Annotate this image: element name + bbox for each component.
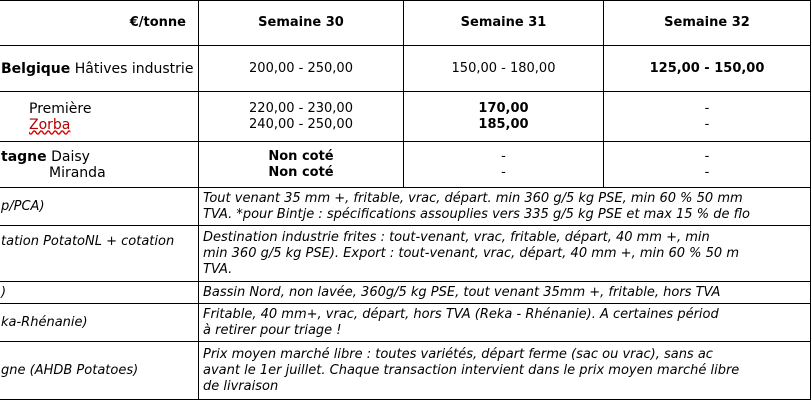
belgique-w31: 150,00 - 180,00 — [404, 46, 604, 92]
premiere-w30: 220,00 - 230,00 — [249, 100, 353, 116]
variety-zorba: Zorba — [29, 116, 71, 133]
note-line: Fritable, 40 mm+, vrac, départ, hors TVA (Reka - Rhénanie). A certaines périod — [203, 306, 719, 322]
week-30-header: Semaine 30 — [199, 1, 404, 46]
note-line: Prix moyen marché libre : toutes variétés, départ ferme (sac ou vrac), sans ac — [203, 346, 713, 362]
unit-header: €/tonne — [0, 1, 199, 46]
belgique-row — [0, 46, 811, 92]
premiere-zorba-w31 — [404, 92, 604, 142]
daisy-w30: Non coté — [268, 148, 334, 164]
bretagne-label-cell — [0, 142, 199, 188]
note-source-ahdb: gne (AHDB Potatoes) — [0, 342, 199, 400]
daisy-w31: - — [501, 148, 506, 164]
note-source-pca: p/PCA) — [0, 188, 199, 226]
note-source-potatonl: tation PotatoNL + cotation — [0, 226, 199, 282]
note-line: TVA. *pour Bintje : spécifications assouplies vers 335 g/5 kg PSE et max 15 % de flo — [203, 206, 750, 222]
variety-premiere: Première — [29, 100, 92, 117]
premiere-w32: - — [704, 100, 710, 116]
note-text-potatonl — [199, 226, 811, 282]
bretagne-w30 — [199, 142, 404, 188]
note-text-ahdb — [199, 342, 811, 400]
note-row-reka — [0, 304, 811, 342]
note-line: min 360 g/5 kg PSE). Export : tout-venant, vrac, départ, 40 mm +, min 60 % 50 m — [203, 245, 739, 261]
week-31-header: Semaine 31 — [404, 1, 604, 46]
note-line: TVA. — [203, 261, 233, 277]
premiere-w31: 170,00 — [478, 100, 529, 116]
note-text-pca — [199, 188, 811, 226]
bretagne-w32 — [604, 142, 811, 188]
note-source-bassin-nord: ) — [0, 282, 199, 304]
premiere-zorba-row — [0, 92, 811, 142]
note-line: avant le 1er juillet. Chaque transaction intervient dans le prix moyen marché libre — [203, 362, 740, 378]
note-row-ahdb — [0, 342, 811, 400]
bretagne-daisy-line — [1, 149, 194, 165]
note-row-pca — [0, 188, 811, 226]
week-32-header: Semaine 32 — [604, 1, 811, 46]
bretagne-row — [0, 142, 811, 188]
note-row-potatonl — [0, 226, 811, 282]
premiere-zorba-w32 — [604, 92, 811, 142]
premiere-zorba-w30 — [199, 92, 404, 142]
country-belgique: Belgique — [1, 60, 71, 77]
miranda-w32: - — [704, 164, 710, 180]
variety-hatives: Hâtives industrie — [74, 60, 194, 77]
zorba-w32: - — [704, 116, 710, 132]
belgique-w30: 200,00 - 250,00 — [199, 46, 404, 92]
note-line: Tout venant 35 mm +, fritable, vrac, départ. min 360 g/5 kg PSE, min 60 % 50 mm — [203, 190, 743, 206]
note-text-bassin-nord — [199, 282, 811, 304]
miranda-w31: - — [501, 164, 506, 180]
belgique-w32: 125,00 - 150,00 — [604, 46, 811, 92]
premiere-zorba-label-cell — [0, 92, 199, 142]
note-row-bassin-nord — [0, 282, 811, 304]
bretagne-w31 — [404, 142, 604, 188]
note-line: Bassin Nord, non lavée, 360g/5 kg PSE, tout venant 35mm +, fritable, hors TVA — [203, 284, 721, 300]
zorba-w31: 185,00 — [478, 116, 529, 132]
note-text-reka — [199, 304, 811, 342]
header-row — [0, 1, 811, 46]
note-line: de livraison — [203, 378, 279, 394]
note-line: à retirer pour triage ! — [203, 322, 342, 338]
note-line: Destination industrie frites : tout-venant, vrac, fritable, départ, 40 mm +, min — [203, 229, 710, 245]
zorba-w30: 240,00 - 250,00 — [249, 116, 353, 132]
daisy-w32: - — [704, 148, 710, 164]
variety-miranda: Miranda — [49, 164, 106, 181]
country-bretagne: tagne — [1, 148, 47, 165]
note-source-reka: ka-Rhénanie) — [0, 304, 199, 342]
belgique-label-cell — [0, 46, 199, 92]
miranda-w30: Non coté — [268, 164, 334, 180]
variety-daisy: Daisy — [51, 148, 90, 165]
